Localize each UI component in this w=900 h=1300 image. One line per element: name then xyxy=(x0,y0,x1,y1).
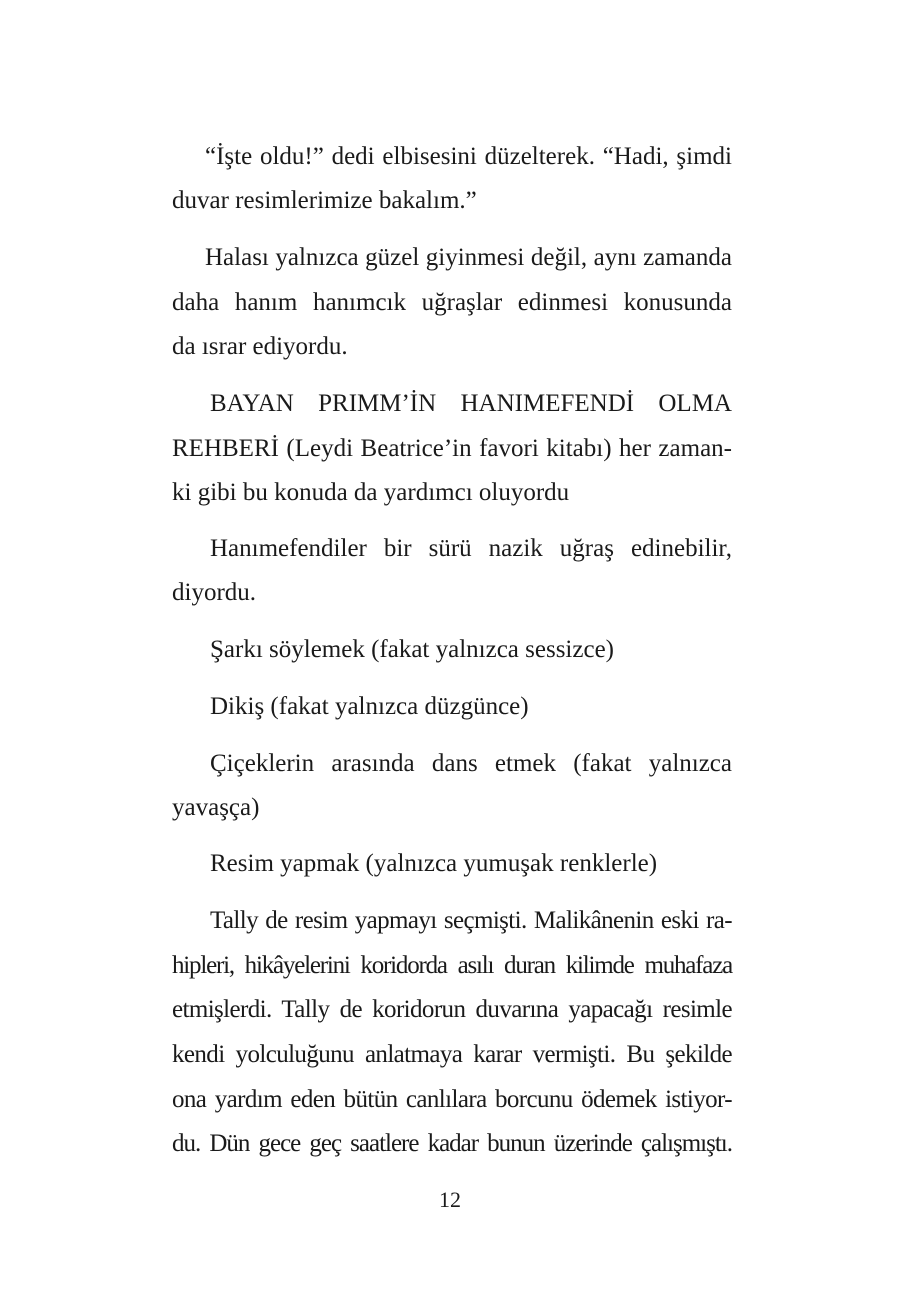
text-line: etmişlerdi. Tally de koridorun duvarına yapacağı resimle xyxy=(172,996,732,1023)
text-line: ona yardım eden bütün canlılara borcunu ödemek istiyor- xyxy=(172,1086,732,1113)
page-number: 12 xyxy=(439,1187,461,1212)
text-line: du. Dün gece geç saatlere kadar bunun üzerinde çalışmıştı. xyxy=(172,1130,732,1157)
text-line: da ısrar ediyordu. xyxy=(172,333,348,360)
text-line: yavaşça) xyxy=(172,794,260,821)
text-line: BAYAN PRIMM’İN HANIMEFENDİ OLMA xyxy=(210,390,732,417)
text-line: diyordu. xyxy=(172,579,257,606)
text-line: Çiçeklerin arasında dans etmek (fakat yalnızca xyxy=(210,750,732,777)
text-line: daha hanım hanımcık uğraşlar edinmesi konusunda xyxy=(172,289,732,316)
text-line: ki gibi bu konuda da yardımcı oluyordu xyxy=(172,479,570,506)
text-line: Tally de resim yapmayı seçmişti. Malikânenin eski ra- xyxy=(210,907,732,934)
text-line: kendi yolculuğunu anlatmaya karar vermişti. Bu şekilde xyxy=(172,1041,732,1068)
text-line: Dikiş (fakat yalnızca düzgünce) xyxy=(210,693,529,720)
text-line: Şarkı söylemek (fakat yalnızca sessizce) xyxy=(210,636,614,663)
text-line: Hanımefendiler bir sürü nazik uğraş edinebilir, xyxy=(210,535,732,562)
text-line: Resim yapmak (yalnızca yumuşak renklerle) xyxy=(210,850,658,877)
text-line: “İşte oldu!” dedi elbisesini düzelterek. “Hadi, şimdi xyxy=(205,143,732,170)
text-line: duvar resimlerimize bakalım.” xyxy=(172,187,477,214)
text-line: hipleri, hikâyelerini koridorda asılı duran kilimde muhafaza xyxy=(172,952,732,979)
text-line: REHBERİ (Leydi Beatrice’in favori kitabı) her zaman- xyxy=(172,435,732,462)
text-line: Halası yalnızca güzel giyinmesi değil, aynı zamanda xyxy=(205,244,732,271)
